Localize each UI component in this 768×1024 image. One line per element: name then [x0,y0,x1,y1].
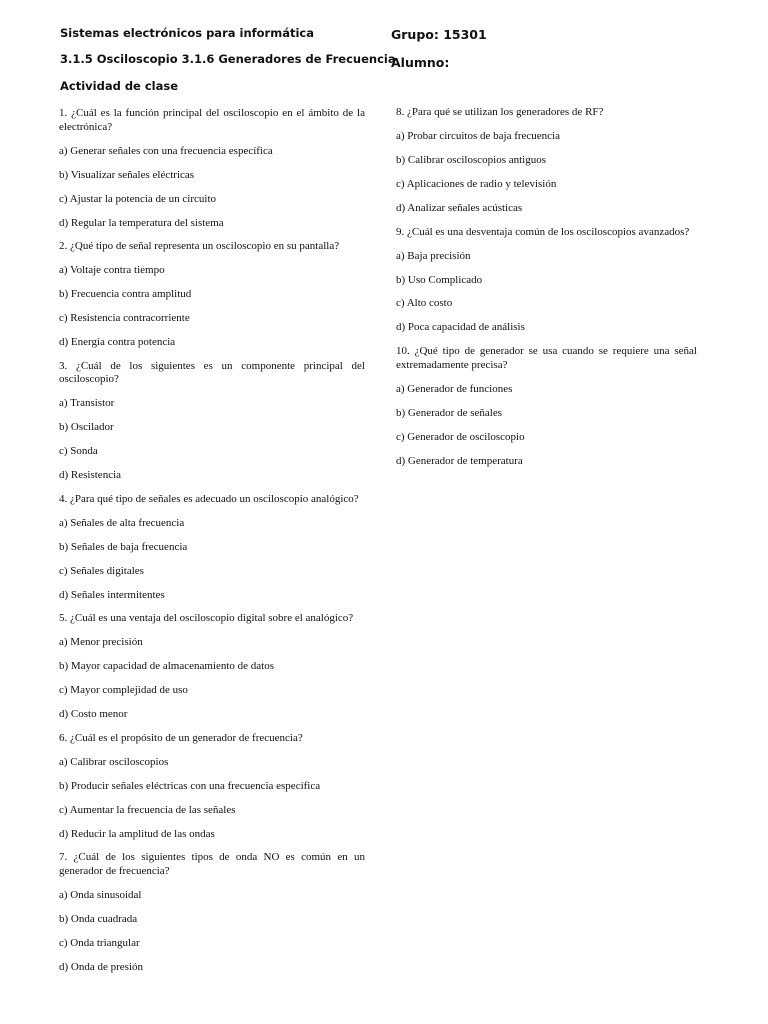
answer-option: d) Reducir la amplitud de las ondas [59,827,215,840]
answer-option: d) Energía contra potencia [59,336,176,349]
spacer [396,372,697,382]
answer-option: b) Señales de baja frecuencia [59,540,188,553]
spacer [59,230,365,240]
questions-right-column [396,106,697,468]
spacer [59,841,365,851]
spacer [396,168,697,178]
topic-title: 3.1.5 Osciloscopio 3.1.6 Generadores de Frecuencia [60,52,396,66]
questions-left-column [59,107,365,975]
answer-option: c) Ajustar la potencia de un circuito [59,192,216,205]
spacer [396,239,697,249]
answer-option: d) Señales intermitentes [59,588,165,601]
answer-option: a) Calibrar osciloscopios [59,755,169,768]
spacer [396,192,697,202]
answer-option: a) Menor precisión [59,636,143,649]
spacer [396,396,697,406]
spacer [396,144,697,154]
spacer [59,674,365,684]
answer-option: d) Onda de presión [59,960,144,973]
question-block [59,851,365,974]
spacer [59,793,365,803]
question-text: 4. ¿Para qué tipo de señales es adecuado un osciloscopio analógico? [59,492,359,505]
spacer [59,698,365,708]
answer-option: c) Aplicaciones de radio y televisión [396,177,557,190]
spacer [59,326,365,336]
answer-option: a) Baja precisión [396,249,471,262]
question-block [396,106,697,216]
answer-option: a) Generador de funciones [396,382,513,395]
spacer [59,879,365,889]
question-block [59,493,365,603]
answer-option: c) Resistencia contracorriente [59,312,190,325]
answer-option: b) Calibrar osciloscopios antiguos [396,153,547,166]
spacer [396,335,697,345]
spacer [59,927,365,937]
answer-option: b) Onda cuadrada [59,912,138,925]
question-block [59,360,365,483]
spacer [59,182,365,192]
spacer [59,602,365,612]
question-block [59,107,365,230]
answer-option: a) Onda sinusoidal [59,888,142,901]
subject-title: Sistemas electrónicos para informática [60,26,314,40]
spacer [59,745,365,755]
question-text: 7. ¿Cuál de los siguientes tipos de onda NO es común en un generador de frecuencia? [59,851,365,877]
group-label: Grupo: 15301 [391,27,487,42]
answer-option: b) Mayor capacidad de almacenamiento de datos [59,660,275,673]
question-text: 3. ¿Cuál de los siguientes es un componente principal del osciloscopio? [59,359,365,386]
spacer [59,578,365,588]
spacer [59,387,365,397]
spacer [59,530,365,540]
question-text: 10. ¿Qué tipo de generador se usa cuando se requiere una señal extremadamente precisa? [396,345,697,371]
answer-option: c) Aumentar la frecuencia de las señales [59,803,236,816]
spacer [59,951,365,961]
answer-option: d) Costo menor [59,708,128,721]
answer-option: c) Señales digitales [59,564,144,577]
answer-option: b) Uso Complicado [396,273,483,286]
answer-option: a) Señales de alta frecuencia [59,516,185,529]
spacer [396,263,697,273]
question-block [396,226,697,336]
spacer [59,483,365,493]
answer-option: c) Onda triangular [59,936,140,949]
question-block [396,345,697,468]
answer-option: d) Poca capacidad de análisis [396,321,525,334]
spacer [396,444,697,454]
student-label: Alumno: [391,55,450,70]
spacer [396,311,697,321]
answer-option: d) Analizar señales acústicas [396,201,523,214]
spacer [59,134,365,144]
activity-title: Actividad de clase [60,79,179,93]
answer-option: a) Probar circuitos de baja frecuencia [396,129,560,142]
question-block [59,612,365,722]
question-text: 2. ¿Qué tipo de señal representa un osciloscopio en su pantalla? [59,240,340,253]
spacer [59,302,365,312]
spacer [59,626,365,636]
question-block [59,240,365,350]
answer-option: a) Voltaje contra tiempo [59,264,165,277]
answer-option: d) Resistencia [59,469,122,482]
spacer [59,554,365,564]
answer-option: b) Frecuencia contra amplitud [59,288,192,301]
question-block [59,732,365,842]
spacer [59,278,365,288]
answer-option: c) Generador de osciloscopio [396,430,525,443]
question-text: 5. ¿Cuál es una ventaja del osciloscopio digital sobre el analógico? [59,612,354,625]
spacer [59,254,365,264]
spacer [396,216,697,226]
spacer [396,287,697,297]
spacer [59,817,365,827]
question-text: 9. ¿Cuál es una desventaja común de los osciloscopios avanzados? [396,225,690,238]
spacer [59,650,365,660]
spacer [59,350,365,360]
answer-option: c) Alto costo [396,297,453,310]
answer-option: b) Producir señales eléctricas con una frecuencia específica [59,779,321,792]
question-text: 8. ¿Para qué se utilizan los generadores de RF? [396,106,604,118]
answer-option: a) Transistor [59,397,115,410]
spacer [59,769,365,779]
answer-option: a) Generar señales con una frecuencia específica [59,144,273,157]
answer-option: b) Oscilador [59,421,114,434]
answer-option: c) Sonda [59,445,98,458]
spacer [396,120,697,130]
spacer [59,411,365,421]
spacer [59,459,365,469]
answer-option: d) Generador de temperatura [396,454,523,467]
answer-option: b) Visualizar señales eléctricas [59,168,195,181]
spacer [59,506,365,516]
spacer [59,722,365,732]
spacer [59,158,365,168]
spacer [59,206,365,216]
spacer [59,435,365,445]
answer-option: b) Generador de señales [396,406,502,419]
spacer [396,420,697,430]
question-text: 1. ¿Cuál es la función principal del osciloscopio en el ámbito de la electrónica? [59,107,365,133]
question-text: 6. ¿Cuál es el propósito de un generador de frecuencia? [59,731,303,744]
spacer [59,903,365,913]
answer-option: d) Regular la temperatura del sistema [59,216,224,229]
answer-option: c) Mayor complejidad de uso [59,684,188,697]
